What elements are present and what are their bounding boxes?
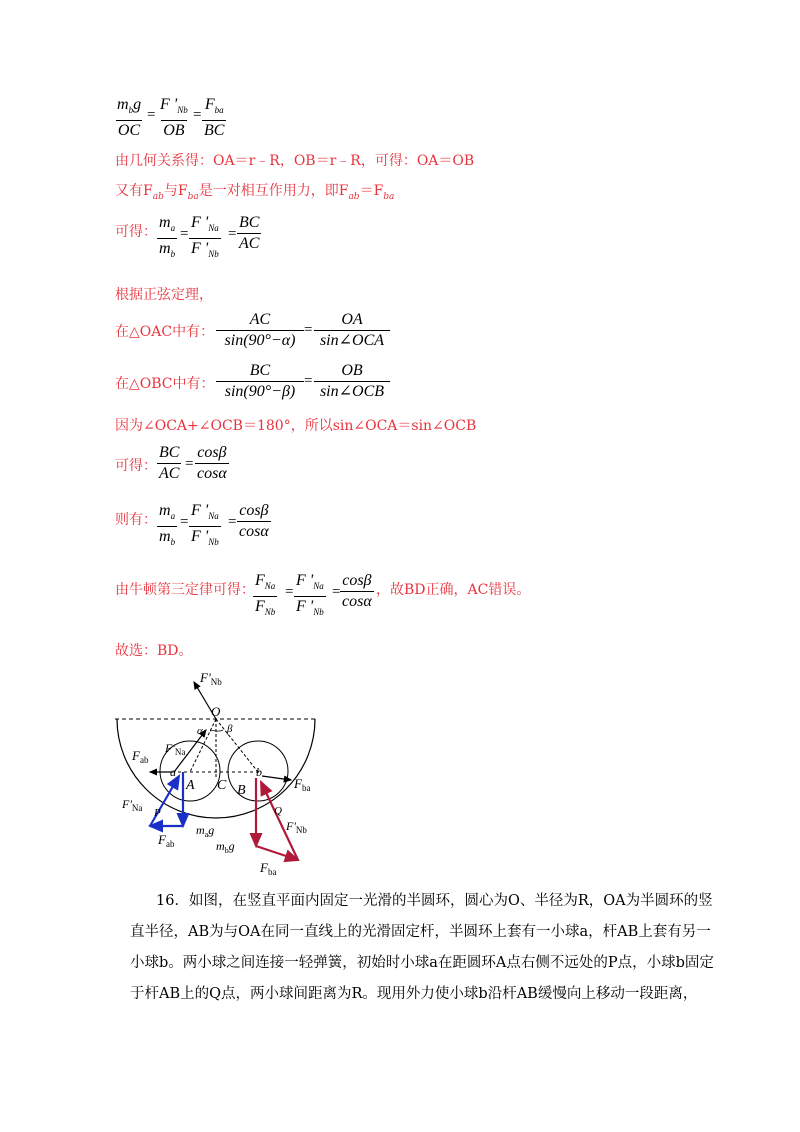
- fraction-cos-newton: $\frac{\cos\beta}{\cos\alpha}$: [342, 572, 372, 610]
- label-o: O: [211, 704, 221, 719]
- equals-sign: =: [228, 226, 237, 242]
- label-fba: $F_{ba}$: [294, 776, 311, 793]
- equals-sign: =: [332, 584, 341, 600]
- fraction-fba-bc: $F_{ba}$ BC: [204, 96, 225, 140]
- fraction-fna-fnb-newton: $F_{Na}$ $F_{Nb}$: [253, 572, 277, 621]
- equals-sign: =: [147, 107, 156, 123]
- fraction-fna-prime-newton: $\frac{F '_{Na}}{F '_{Nb}}$: [294, 572, 326, 621]
- oac-label: 在△OAC中有：: [115, 324, 215, 340]
- supplementary-angle-text: 因为∠OCA+∠OCB＝180°，所以sin∠OCA＝sin∠OCB: [115, 418, 477, 434]
- fraction-ma-mb: $\frac{m_a}{m_b}$: [157, 214, 177, 263]
- obc-label: 在△OBC中有：: [115, 376, 215, 392]
- label-A: A: [186, 778, 195, 793]
- label-alpha: α: [197, 725, 203, 737]
- beta-arc: [216, 730, 223, 731]
- keyi2-label: 可得：: [115, 458, 157, 474]
- ob-line: [216, 719, 258, 772]
- label-fna-prime: $F'_{Na}$: [165, 741, 186, 757]
- label-a: a: [170, 765, 176, 779]
- label-fba-2: $F_{ba}$: [260, 860, 277, 877]
- fraction-cosb-cosa-2: $\frac{\cos\beta}{\cos\alpha}$: [239, 502, 269, 540]
- label-mag: $m_ag$: [196, 823, 215, 839]
- equals-sign: =: [193, 107, 202, 123]
- fraction-fna-fnb-2: $\frac{F '_{Na}}{F '_{Nb}}$: [189, 502, 221, 551]
- zeyou-label: 则有：: [115, 512, 157, 528]
- fraction-fna-fnb: $\frac{F '_{Na}}{F '_{Nb}}$: [189, 214, 221, 263]
- answer-text: 故选：BD。: [115, 643, 193, 659]
- fraction-mbg-oc: $m_bg$ OC: [117, 96, 142, 140]
- fraction-ma-mb-2: $\frac{m_a}{m_b}$: [157, 502, 177, 551]
- problem-16-text: 16．如图，在竖直平面内固定一光滑的半圆环，圆心为O、半径为R，OA为半圆环的竖直半径，AB为与OA在同一直线上的光滑固定杆，半圆环上套有一小球a，杆AB上套有另一小球b。两小球之间连接一轻弹簧，初始时小球a在距圆环A点右侧不远处的P点，小球b固定于杆AB上的Q点，两小球间距离为R。现用外力使小球b沿杆AB缓慢向上移动一段距离，: [130, 893, 714, 1002]
- fraction-oa-sin-oca: OA sin∠OCA: [314, 311, 390, 350]
- equals-sign: =: [285, 584, 294, 600]
- keyi-label: 可得：: [115, 224, 157, 240]
- fraction-bc-ac-2: $\frac{BC}{AC}$: [159, 444, 180, 482]
- action-reaction-text: 又有$F_{ab}$与$F_{ba}$是一对相互作用力，即$F_{ab}=F_{ba}$: [115, 183, 395, 202]
- sine-law-text: 根据正弦定理，: [115, 287, 213, 303]
- newton-label: 由牛顿第三定律可得：: [115, 582, 255, 598]
- label-C: C: [217, 778, 227, 793]
- equals-sign: =: [304, 373, 313, 389]
- label-B: B: [237, 783, 246, 798]
- label-mbg: $m_bg$: [216, 839, 235, 855]
- label-fab: $F_{ab}$: [132, 748, 149, 765]
- label-fnb-prime: $F'_{Nb}$: [200, 670, 222, 687]
- label-fna-prime-2: $F'_{Na}$: [122, 797, 143, 813]
- equals-sign: =: [180, 226, 189, 242]
- fba-arrow: [262, 776, 291, 780]
- fraction-bc-sin-beta: $\frac{BC}{\sin(90^\circ-\beta)}$: [216, 362, 304, 401]
- fraction-ac-sin-alpha: $\frac{AC}{\sin(90^\circ-\alpha)}$: [216, 311, 304, 350]
- semicircle-ring: [117, 719, 315, 818]
- equals-sign: =: [228, 514, 237, 530]
- equals-sign: =: [304, 322, 313, 338]
- label-P: P: [154, 807, 161, 819]
- geometry-relation-text: 由几何关系得：OA＝r﹣R，OB＝r﹣R，可得：OA＝OB: [115, 153, 475, 169]
- fraction-ob-sin-ocb: OB sin∠OCB: [314, 362, 390, 401]
- label-b: b: [256, 765, 262, 779]
- equals-sign: =: [180, 514, 189, 530]
- fraction-bc-ac: $\frac{BC}{AC}$: [239, 214, 260, 252]
- label-Q: Q: [274, 805, 282, 817]
- label-fab-2: $F_{ab}$: [158, 832, 175, 849]
- fraction-cosb-cosa: $\frac{\cos\beta}{\cos\alpha}$: [197, 444, 227, 482]
- force-diagram: [110, 668, 325, 880]
- conclusion-text: ，故BD正确，AC错误。: [376, 582, 531, 598]
- label-beta: β: [227, 723, 233, 735]
- equals-sign: =: [185, 456, 194, 472]
- fraction-fnb-ob: $\frac{F '_{Nb}}{OB}$: [160, 96, 188, 140]
- label-fnb-prime-2: $F'_{Nb}$: [286, 819, 307, 835]
